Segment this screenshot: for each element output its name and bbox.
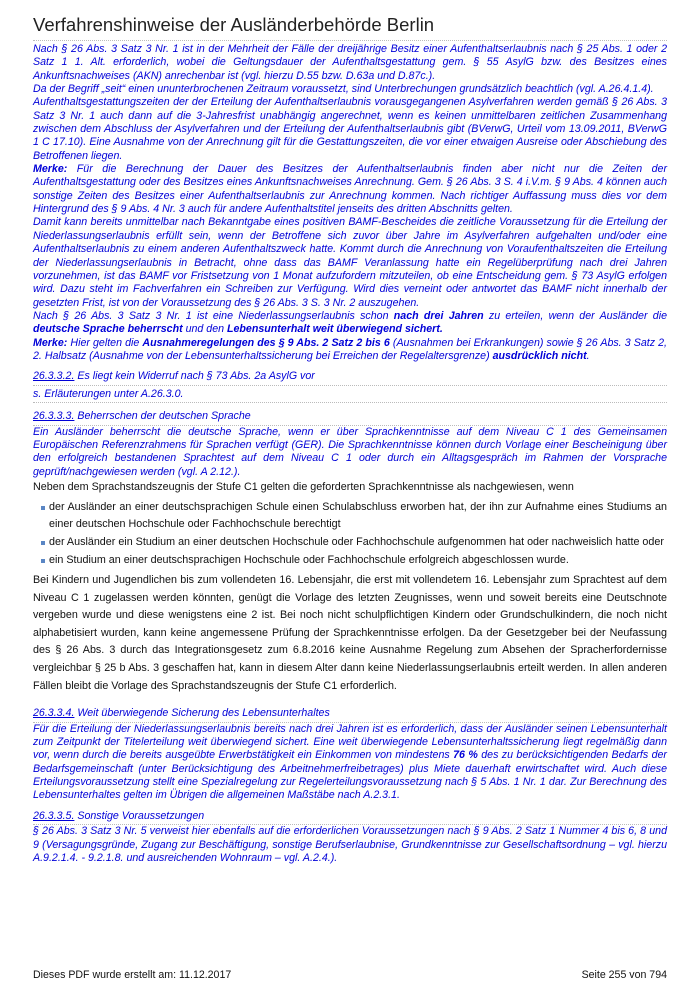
intro-section: [33, 43, 667, 363]
bullet-square-icon: [41, 559, 45, 563]
intro-paragraph-3: Aufenthaltsgestattungszeiten der der Erteilung der Aufenthaltserlaubnis vorausgegangenen Asylverfahren werden gemäß § 26 Abs. 3 Satz 3 Nr. 1 auch dann auf die 3-Jahresfrist unabhängig angerechnet, wenn es keinen unmittelbaren zeitlichen Zusammenhang zwischen dem Abschluss der Asylverfahren und der Erteilung der Aufenthaltserlaubnis gibt (BVerwG, Urteil vom 13.09.2011, BVerwG 1 C 17.10). Eine Ausnahme von der Anrechnung gilt für die Gestattungszeiten, die vor einer etwaigen Ausreise oder Abschiebung des Betroffenen liegen.: [33, 96, 667, 162]
p6-bold-1: nach drei Jahren: [393, 309, 484, 322]
p6-text-a: Nach § 26 Abs. 3 Satz 3 Nr. 1 ist eine Niederlassungserlaubnis schon: [33, 309, 394, 322]
intro-paragraph-7: [33, 337, 667, 364]
list-item-text: der Ausländer ein Studium an einer deutschen Hochschule oder Fachhochschule aufgenommen hat oder nachweislich hatte oder: [49, 535, 664, 548]
other-requirements-paragraph: § 26 Abs. 3 Satz 3 Nr. 5 verweist hier ebenfalls auf die erforderlichen Voraussetzungen nach § 9 Abs. 2 Satz 1 Nummer 4 bis 6, 8 und 9 (Versagungsgründe, Zugang zur Beschäftigung, sonstige Berufserlaubnise, Grundkenntnisse zur Gesellschaftsordnung – vgl. hierzu A.9.2.1.4. - 9.2.1.8. und ausreichenden Wohnraum – vgl. A.2.4.).: [33, 825, 667, 864]
p7-text-b: (Ausnahmen bei Erkrankungen) sowie § 26 Abs. 3 Satz 2, 2. Halbsatz (Ausnahme von der Lebensunterhaltssicherung bei Erreichen der Regelaltersgrenze): [33, 336, 667, 362]
merke-label-2: Merke:: [33, 336, 68, 349]
section-title: Weit überwiegende Sicherung des Lebensunterhaltes: [74, 707, 330, 720]
intro-paragraph-4: [33, 163, 667, 216]
merke-label: Merke:: [33, 163, 68, 176]
intro-paragraph-6: [33, 310, 667, 337]
p6-bold-3: Lebensunterhalt weit überwiegend sichert.: [227, 323, 443, 336]
section-title: Es liegt kein Widerruf nach § 73 Abs. 2a AsylG vor: [74, 370, 315, 383]
section-26-3-3-5-body: [33, 825, 667, 865]
bullets-intro: Neben dem Sprachstandszeugnis der Stufe C1 gelten die geforderten Sprachkenntnisse als nachgewiesen, wenn: [33, 481, 574, 494]
bullet-square-icon: [41, 506, 45, 510]
intro-paragraph-2: Da der Begriff „seit“ einen ununterbrochenen Zeitraum voraussetzt, sind Unterbrechungen grundsätzlich beachtlich (vgl. A.26.4.1.4).: [33, 83, 654, 96]
p7-text-a: Hier gelten die: [67, 336, 143, 349]
section-26-3-3-4-body: [33, 723, 667, 803]
list-item: [43, 499, 667, 534]
section-link-26-3-3-3[interactable]: 26.3.3.3.: [33, 410, 75, 423]
intro-paragraph-5: Damit kann bereits unmittelbar nach Bekanntgabe eines positiven BAMF-Bescheides die zeitliche Voraussetzung für die Erteilung der Niederlassungserlaubnis erfüllt sein, wenn der Betroffene sich zuvor über Jahre im Asylverfahren aufgehalten und/oder eine Aufenthaltserlaubnis zu einem anderen Aufenthaltszweck hatte. Kommt durch die Anrechnung von Voraufenthaltszeiten die Erteilung der Niederlassungserlaubnis in Betracht, ohne dass das BAMF Veranlassung hatte ein Regelüberprüfung nach drei Jahren vorzunehmen, ist das BAMF vor Fristsetzung von 1 Monat aufzufordern mitzuteilen, ob eine Entscheidung gem. § 73 AsylG erfolgen wird. Dazu steht im Fachverfahren ein Schreiben zur Verfügung. Wird dies verneint oder antwortet das BAMF nicht innerhalb der gesetzten Frist, ist von der Voraussetzung des § 26 Abs. 3 S. 3 Nr. 2 auszugehen.: [33, 216, 667, 309]
section-heading-26-3-3-2: [33, 370, 667, 386]
intro-paragraph-1: Nach § 26 Abs. 3 Satz 3 Nr. 1 ist in der Mehrheit der Fälle der dreijährige Besitz einer Aufenthaltserlaubnis nach § 25 Abs. 1 oder 2 Satz 1 1. Alt. erforderlich, wobei die Geltungsdauer der Aufenthaltsgestattung gem. § 55 AsylG bzw. des Besitzes eines Ankunftsnachweises (AKN) anrechenbar ist (vgl. hierzu D.55 bzw. D.63a und D.87c.).: [33, 43, 667, 82]
section-heading-26-3-3-5: [33, 810, 667, 826]
section-link-26-3-3-5[interactable]: 26.3.3.5.: [33, 809, 75, 822]
section-26-3-3-3-body: [33, 479, 667, 695]
merke-text: Für die Berechnung der Dauer des Besitzes der Aufenthaltserlaubnis finden aber nicht nur die Zeiten der Aufenthaltsgestattung oder des Besitzes eines Ankunftsnachweises Anrechnung. Gem. § 26 Abs. 3 S. 4 i.V.m. § 9 Abs. 4 können auch sonstige Zeiten des Besitzes einer Aufenthaltserlaubnis zur Anrechnung kommen. Nach richtiger Auffassung muss dies vor dem Hintergrund des § 9 Abs. 4 Nr. 3 auch für andere Aufenthaltstitel jenseits des dritten Abschnitts gelten.: [33, 163, 667, 216]
bullet-square-icon: [41, 541, 45, 545]
children-paragraph: Bei Kindern und Jugendlichen bis zum vollendeten 16. Lebensjahr, die erst mit vollendetem 16. Lebensjahr zum Sprachtest auf dem Niveau C 1 zugelassen werden könnten, genügt die Vorlage des letzten Zeugnisses, wenn und soweit bereits eine Deutschnote vergeben wurde und diese wenigstens eine 2 ist. Bei noch nicht schulpflichtigen Kindern oder Grundschulkindern, die noch nicht alphabetisiert wurden, kann keine angemessene Prüfung der Sprachkenntnisse erfolgen. Da der Gesetzgeber bei der Neufassung des § 26 Abs. 3 durch das Integrationsgesetz zum 6.8.2016 keine Ausnahme Regelung zum Absehen der Spracherfordernisse vergleichbar § 25 b Abs. 3 geschaffen hat, kann in diesem Alter dann keine Niederlassungserlaubnis erteilt werden. In allen anderen Fällen bleibt die Vorlage des Sprachstandszeugnis der Stufe C1 erforderlich.: [33, 574, 667, 692]
list-item: [43, 552, 667, 570]
income-paragraph: [33, 723, 667, 803]
p7-bold-2: Ausnahmeregelungen des § 9 Abs. 2 Satz 2 bis 6: [142, 336, 390, 349]
p6-text-c: zu erteilen, wenn der Ausländer die: [483, 309, 667, 322]
creation-date: Dieses PDF wurde erstellt am: 11.12.2017: [33, 969, 232, 981]
list-item: [43, 534, 667, 552]
page-number: Seite 255 von 794: [581, 969, 667, 981]
document-page: [33, 14, 667, 865]
p6-text-d: und den: [182, 323, 228, 336]
income-text-b: des zu berücksichtigenden Bedarfs der Bedarfsgemeinschaft (unter Berücksichtigung des Arbeitnehmerfreibetrages) plus Miete dauerhaft erwirtschaftet wird. Auch diese Erteilungsvoraussetzung stellt eine Spezialregelung zur Regelerteilungsvoraussetzung nach § 5 Abs. 1 Nr. 1 dar. Zur Berechnung des Lebensunterhaltes gelten im Übrigen die allgemeinen Maßstäbe nach A.2.3.1.: [33, 749, 667, 802]
income-text-a: Für die Erteilung der Niederlassungserlaubnis bereits nach drei Jahren ist es erforderlich, dass der Ausländer seinen Lebensunterhalt zum Zeitpunkt der Titelerteilung weit überwiegend sichert. Eine weit überwiegende Lebensunterhaltssicherung liegt regelmäßig dann vor, wenn durch die bereits ausgeübte Erwerbstätigkeit ein Einkommen von mindestens: [33, 722, 667, 762]
p7-end: .: [586, 349, 590, 362]
language-definition: Ein Ausländer beherrscht die deutsche Sprache, wenn er über Sprachkenntnisse auf dem Niveau C 1 des Gemeinsamen Europäischen Referenzrahmens für Sprachen verfügt (GER). Die Sprachkenntnisse können durch Vorlage einer Bescheinigung über den erfolgreich bestandenen Sprachtest auf dem Niveau C 1 oder durch ein Alltagsgespräch im Rahmen der Vorsprache geprüft/nachgewiesen werden (vgl. A 2.12.).: [33, 425, 667, 478]
section-26-3-3-3-blue: [33, 426, 667, 479]
page-title: Verfahrenshinweise der Ausländerbehörde Berlin: [33, 14, 667, 41]
page-footer: [33, 969, 667, 981]
section-heading-26-3-3-3: [33, 410, 667, 426]
section-heading-26-3-3-4: [33, 707, 667, 723]
p7-bold-3: ausdrücklich nicht: [492, 349, 587, 362]
section-26-3-3-2-ref: s. Erläuterungen unter A.26.3.0.: [33, 386, 667, 404]
list-item-text: der Ausländer an einer deutschsprachigen Schule einen Schulabschluss erworben hat, der ihn zur Aufnahme eines Studiums an einer deutschen Hochschule oder Fachhochschule berechtigt: [49, 500, 667, 531]
section-title: Sonstige Voraussetzungen: [74, 809, 205, 822]
p6-bold-2: deutsche Sprache beherrscht: [33, 323, 183, 336]
section-link-26-3-3-2[interactable]: 26.3.3.2.: [33, 370, 75, 383]
section-link-26-3-3-4[interactable]: 26.3.3.4.: [33, 707, 75, 720]
income-percent: 76 %: [453, 749, 478, 762]
list-item-text: ein Studium an einer deutschsprachigen Hochschule oder Fachhochschule erfolgreich abgeschlossen wurde.: [49, 553, 569, 566]
section-title: Beherrschen der deutschen Sprache: [74, 410, 251, 423]
bullet-list: [33, 499, 667, 569]
